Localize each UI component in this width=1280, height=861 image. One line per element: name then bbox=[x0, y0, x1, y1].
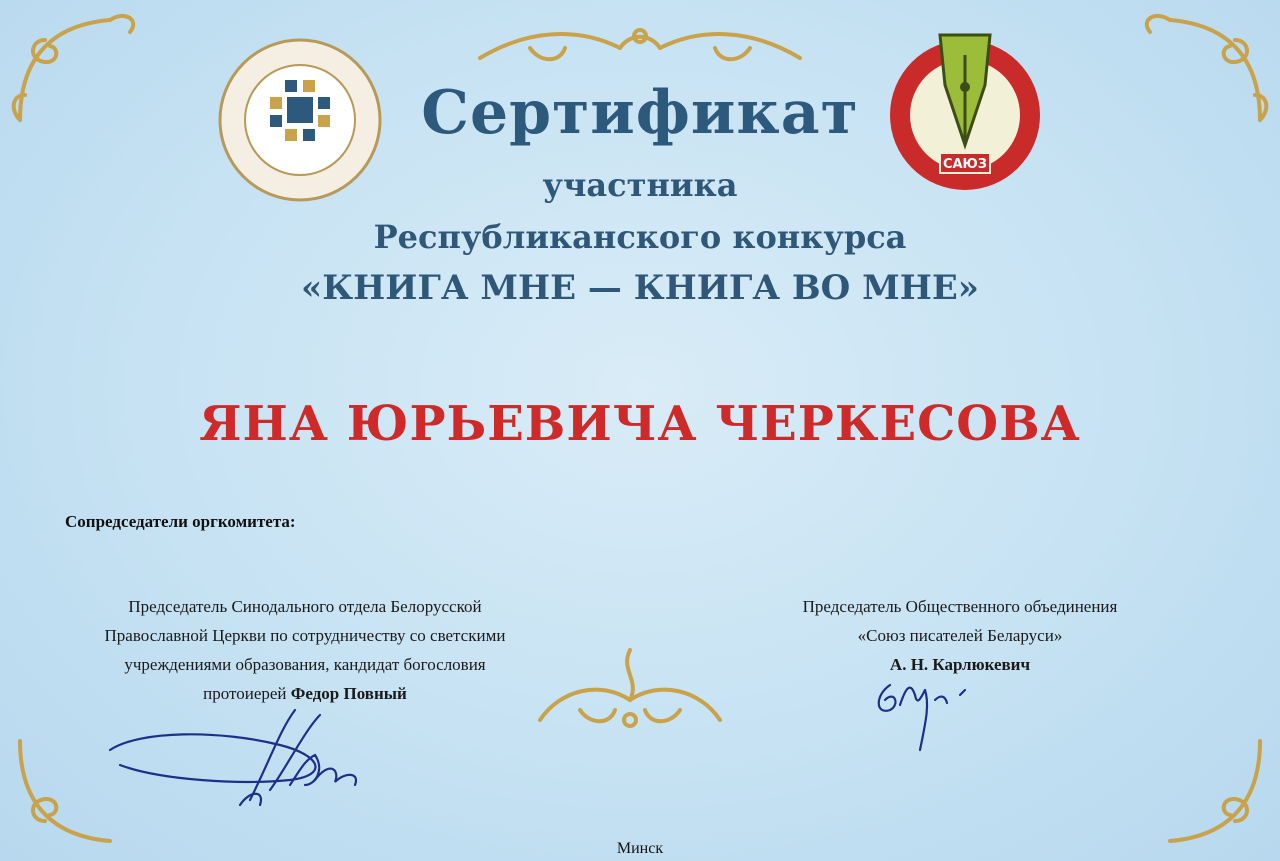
recipient-name: ЯНА ЮРЬЕВИЧА ЧЕРКЕСОВА bbox=[199, 396, 1081, 452]
writers-union-banner: САЮЗ bbox=[942, 157, 988, 172]
left-signatory-line1: Председатель Синодального отдела Белорусской bbox=[128, 597, 482, 616]
right-signatory-line1: Председатель Общественного объединения bbox=[802, 597, 1118, 616]
bottom-right-ornament bbox=[1130, 711, 1280, 861]
right-signatory-name: А. Н. Карлюкевич bbox=[889, 655, 1031, 674]
contest-name: «КНИГА МНЕ — КНИГА ВО МНЕ» bbox=[300, 268, 980, 308]
city-label: Минск bbox=[616, 840, 664, 857]
left-signatory-name: Федор Повный bbox=[290, 684, 407, 703]
cochairs-label: Сопредседатели оргкомитета: bbox=[65, 512, 296, 531]
subtitle-participant: участника bbox=[542, 166, 738, 204]
right-signature bbox=[865, 665, 975, 765]
left-signature bbox=[100, 690, 380, 820]
left-signatory-line3: учреждениями образования, кандидат богословия bbox=[124, 655, 486, 674]
subtitle-contest-type: Республиканского конкурса bbox=[373, 218, 907, 256]
right-signatory-line2: «Союз писателей Беларуси» bbox=[857, 626, 1063, 645]
certificate-title: Сертификат bbox=[421, 78, 859, 148]
left-signatory-line2: Православной Церкви по сотрудничеству со светскими bbox=[104, 626, 506, 645]
top-center-ornament bbox=[470, 18, 810, 78]
left-signatory-title: протоиерей bbox=[203, 684, 291, 703]
